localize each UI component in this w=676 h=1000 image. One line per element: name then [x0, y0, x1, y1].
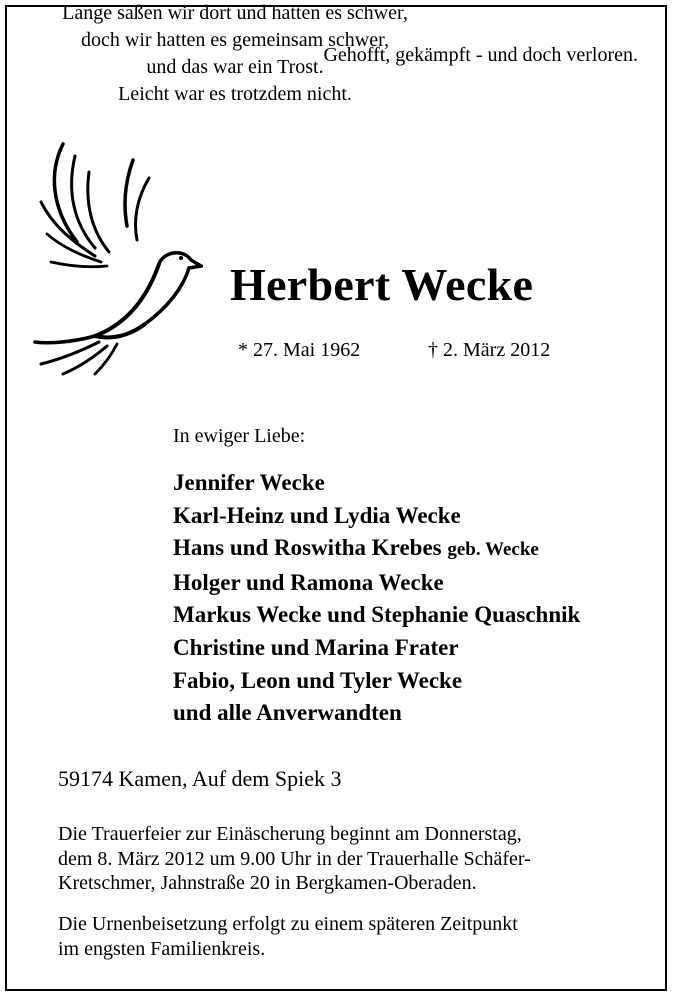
- mourner-name: Fabio, Leon und Tyler Wecke: [173, 667, 463, 693]
- maiden-name-note: geb. Wecke: [447, 539, 539, 561]
- death-date: † 2. März 2012: [428, 339, 551, 361]
- address: 59174 Kamen, Auf dem Spiek 3: [58, 766, 342, 791]
- mourner-entry: [173, 532, 580, 567]
- mourner-name: Holger und Ramona Wecke: [173, 569, 444, 595]
- mourner-name: Christine und Marina Frater: [173, 634, 459, 660]
- birth-date: * 27. Mai 1962: [238, 339, 361, 361]
- mourners-list: [173, 467, 580, 730]
- burial-info: Die Urnenbeisetzung erfolgt zu einem späteren Zeitpunkt im engsten Familienkreis.: [58, 913, 518, 960]
- mourner-name: Markus Wecke und Stephanie Quaschnik: [173, 602, 581, 628]
- mourner-name: Jennifer Wecke: [173, 470, 325, 495]
- poem-line: und das war ein Trost.: [146, 56, 324, 78]
- poem-line: Lange saßen wir dort und hatten es schwer,: [62, 2, 408, 24]
- poem-line: Leicht war es trotzdem nicht.: [118, 83, 352, 105]
- motto: Gehofft, gekämpft - und doch verloren.: [323, 44, 638, 66]
- mourner-name: und alle Anverwandten: [173, 700, 402, 726]
- mourner-name: Hans und Roswitha Krebes: [173, 535, 442, 561]
- mourners-intro: In ewiger Liebe:: [173, 425, 306, 447]
- dove-icon: [33, 138, 203, 378]
- deceased-name: Herbert Wecke: [230, 259, 534, 310]
- poem-line: doch wir hatten es gemeinsam schwer,: [81, 29, 389, 51]
- ceremony-info: Die Trauerfeier zur Einäscherung beginnt am Donnerstag, dem 8. März 2012 um 9.00 Uhr in der Trauerhalle Schäfer- Kretschmer, Jahnstraße 20 in Bergkamen-Oberaden.: [58, 823, 531, 895]
- mourner-name: Karl-Heinz und Lydia Wecke: [173, 502, 461, 528]
